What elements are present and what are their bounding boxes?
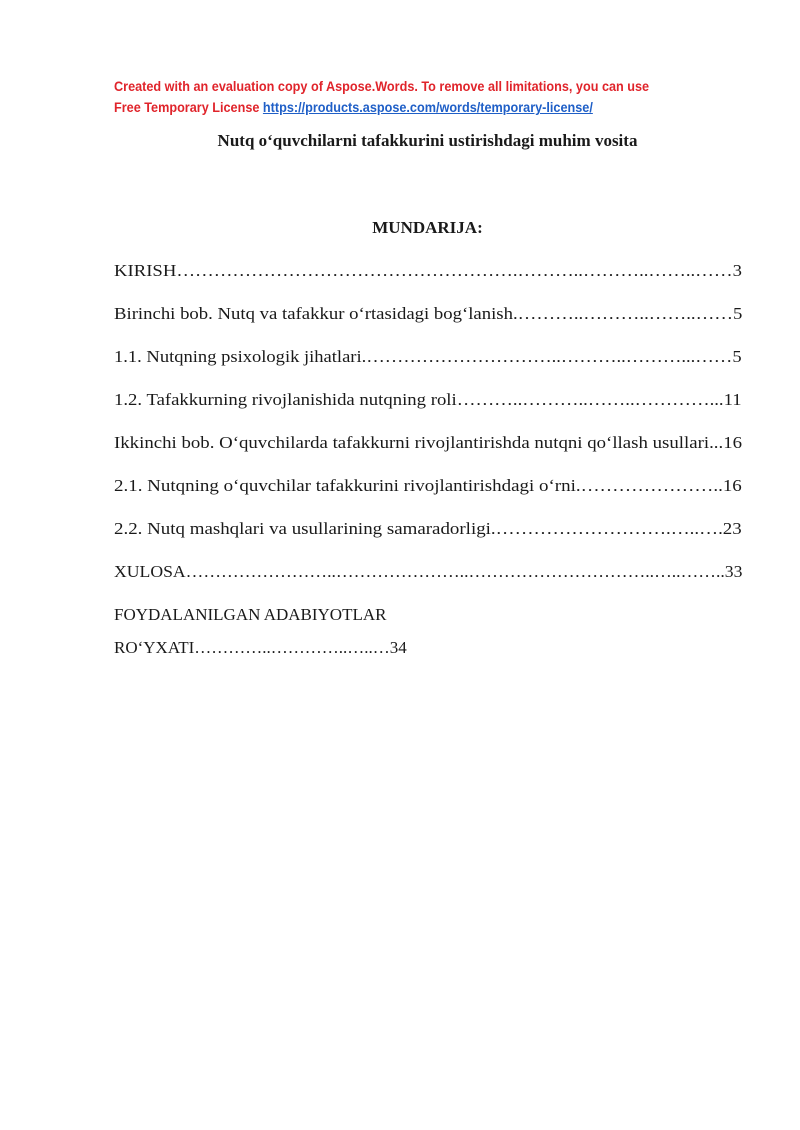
toc-entry-section-2-2: 2.2. Nutq mashqlari va usullarining samaradorligi.……………………….…..….23	[114, 519, 742, 538]
toc-entry-section-2-1: 2.1. Nutqning o‘quvchilar tafakkurini rivojlantirishdagi o‘rni.…………………..16	[114, 476, 742, 495]
toc-entry-references-line-2: RO‘YXATI…………..…………..…..…34	[114, 638, 407, 657]
temporary-license-link[interactable]: https://products.aspose.com/words/temporary-license/	[262, 100, 593, 115]
toc-entry-xulosa: XULOSA……………………..…………………..…………………………..…..……..33	[114, 562, 743, 581]
watermark-license-text: Free Temporary License	[114, 100, 263, 115]
evaluation-watermark	[114, 76, 754, 118]
toc-entry-chapter-2: Ikkinchi bob. O‘quvchilarda tafakkurni rivojlantirishda nutqni qo‘llash usullari...16	[114, 433, 743, 452]
toc-entry-kirish: KIRISH……………………………………………….………..………..……..……3	[114, 261, 742, 280]
toc-entry-references-line-1: FOYDALANILGAN ADABIYOTLAR	[114, 605, 387, 624]
toc-entry-section-1-1: 1.1. Nutqning psixologik jihatlari.…………………………..………..………...……5	[114, 347, 742, 366]
toc-heading: MUNDARIJA:	[372, 218, 483, 237]
toc-entry-section-1-2: 1.2. Tafakkurning rivojlanishida nutqning roli………..………..……..…………...11	[114, 390, 742, 409]
toc-entry-chapter-1: Birinchi bob. Nutq va tafakkur o‘rtasidagi bog‘lanish.………..………..……..……5	[114, 304, 743, 323]
watermark-line-2	[114, 97, 710, 118]
watermark-line-1: Created with an evaluation copy of Aspose.Words. To remove all limitations, you can use	[114, 79, 650, 94]
document-title: Nutq o‘quvchilarni tafakkurini ustirishdagi muhim vosita	[217, 131, 638, 150]
